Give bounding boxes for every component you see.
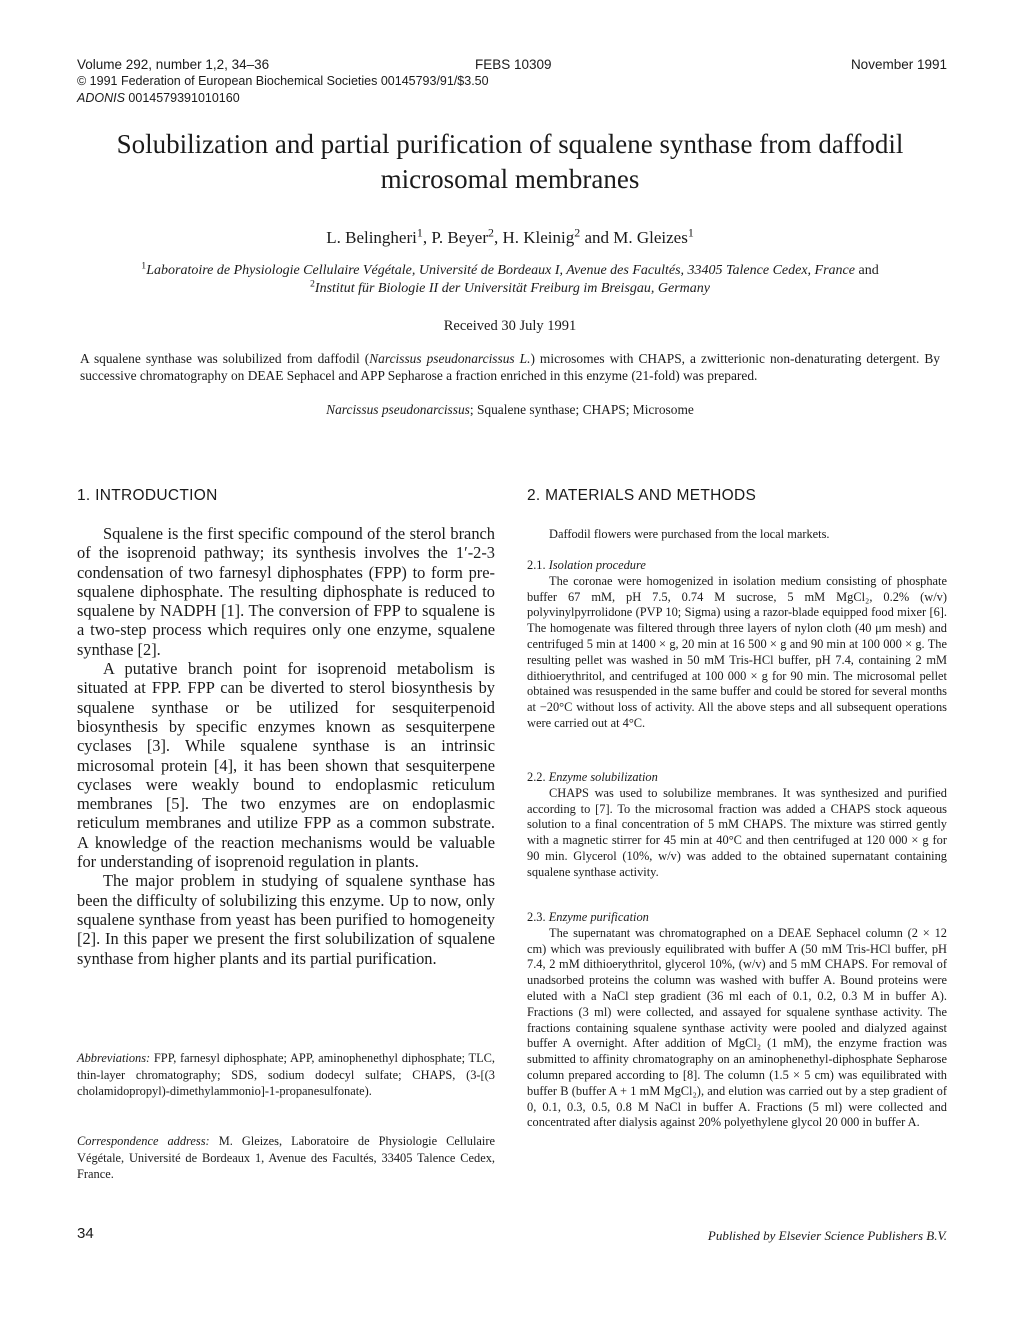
footnote-label: Abbreviations:: [77, 1051, 151, 1065]
author-name: H. Kleinig: [502, 228, 575, 247]
introduction-heading: 1. INTRODUCTION: [77, 487, 218, 504]
affiliation-marker: 2: [488, 225, 494, 240]
paragraph: Daffodil flowers were purchased from the local markets.: [549, 527, 830, 541]
author-name: P. Beyer: [431, 228, 488, 247]
subsection-number: 2.3.: [527, 910, 546, 924]
methods-heading: 2. MATERIALS AND METHODS: [527, 487, 757, 504]
correspondence-footnote: [77, 1133, 495, 1183]
section-2-3: [527, 910, 947, 1131]
affiliation-marker: 2: [574, 225, 581, 240]
affiliation-marker: 2: [310, 278, 315, 290]
affiliations: [70, 262, 950, 298]
adonis-number: 0014579391010160: [128, 91, 240, 105]
subsection-heading: [527, 770, 947, 786]
paragraph: Squalene is the first specific compound of the sterol branch of the isoprenoid pathway; its synthesis involves the 1′-2-3 condensation of two farnesyl diphosphates (FPP) to form pre-squalene diphosphate. The resulting diphosphate is reduced to squalene by NADPH [1]. The conversion of FPP to squalene is a two-step process which requires only one enzyme, squalene synthase [2].: [77, 524, 495, 659]
keyword-species: Narcissus pseudonarcissus: [326, 402, 470, 417]
febs-number: FEBS 10309: [475, 57, 552, 72]
subsection-number: 2.1.: [527, 558, 546, 572]
section-2-1: [527, 558, 947, 732]
affiliation-marker: 1: [416, 225, 423, 240]
abbreviations-footnote: [77, 1050, 495, 1100]
affiliation-marker: 1: [141, 260, 147, 272]
adonis-line: [77, 90, 240, 107]
section-2-2: [527, 770, 947, 881]
article-title: Solubilization and partial purification of squalene synthase from daffodil microsomal membranes: [116, 129, 904, 194]
affiliation-marker: 1: [687, 225, 694, 240]
subsection-title: Enzyme solubilization: [548, 770, 658, 784]
footnote-text: M. Gleizes, Laboratoire de Physiologie Cellulaire Végétale, Université de Bordeaux 1, Avenue des Facultés, 33405 Talence Cedex, France.: [77, 1134, 495, 1181]
footnote-text: FPP, farnesyl diphosphate; APP, aminophenethyl diphosphate; TLC, thin-layer chromatography; SDS, sodium dodecyl sulfate; CHAPS, (3-[(3 cholamidopropyl)-dimethylammonio]-1-propanesulfonate).: [77, 1051, 495, 1098]
publisher-line: Published by Elsevier Science Publishers B.V.: [707, 1228, 947, 1243]
subsection-number: 2.2.: [527, 770, 546, 784]
abstract: [80, 350, 940, 384]
author-conjunction: and: [584, 228, 609, 247]
introduction-body: [77, 524, 495, 968]
issue-date: November 1991: [850, 57, 947, 72]
paragraph: The supernatant was chromatographed on a DEAE Sephacel column (2 × 12 cm) which was previously equilibrated with buffer A (50 mM Tris-HCl buffer, pH 7.4, 2 mM dithioerythritol, glycerol 10%, (w/v) and 5 mM CHAPS. For removal of unadsorbed proteins the column was washed with buffer A. Bound proteins were eluted with a NaCl step gradient (36 ml each of 0.1, 0.2, 0.3 M in buffer A). Fractions (3 ml) were collected, and assayed for squalene synthase activity. The fractions containing squalene synthase activity were pooled and dialyzed against buffer A overnight. After addition of MgCl₂ (1 mM), the enzyme fraction was submitted to affinity chromatography on an aminophenethyl-diphosphate Sepharose column prepared according to [8]. The column (1.5 × 5 cm) was equilibrated with buffer B (buffer A + 1 mM MgCl₂), and elution was carried out by a step gradient of 0, 0.1, 0.3, 0.5, 0.8 M NaCl in buffer A. Fractions (5 ml) were collected and concentrated after dialysis against 20% polyethylene glycol 20 000 in buffer A.: [527, 925, 947, 1130]
author-name: M. Gleizes: [613, 228, 688, 247]
paragraph: The major problem in studying of squalene synthase has been the difficulty of solubilizing this enzyme. Up to now, only squalene synthase from yeast has been purified to homogeneity [2]. In this paper we present the first solubilization of squalene synthase from higher plants and its partial purification.: [77, 871, 495, 968]
methods-intro: [527, 527, 947, 543]
keyword-list: ; Squalene synthase; CHAPS; Microsome: [469, 402, 694, 417]
copyright-line: © 1991 Federation of European Biochemical Societies 00145793/91/$3.50: [77, 74, 489, 88]
volume-info: Volume 292, number 1,2, 34–36: [77, 57, 270, 72]
paragraph: A putative branch point for isoprenoid metabolism is situated at FPP. FPP can be diverted to sterol biosynthesis by squalene synthase or be utilized for sesquiterpenoid biosynthesis by specific enzymes known as sesquiterpene cyclases [3]. While squalene synthase is an intrinsic microsomal protein [4], it has been shown that sesquiterpene cyclases were weakly bound to endoplasmic reticulum membranes [5]. The two enzymes are on endoplasmic reticulum membranes and utilize FPP as a common substrate. A knowledge of the reaction mechanisms would be valuable for understanding of isoprenoid regulation in plants.: [77, 659, 495, 872]
author-list: L. Belingheri$^1$, P. Beyer$^2$, H. Kleinig$^2$ and M. Gleizes$^1$: [326, 225, 694, 247]
footnote-label: Correspondence address:: [77, 1134, 210, 1148]
paragraph: CHAPS was used to solubilize membranes. It was synthesized and purified according to [7]. To the microsomal fraction was added a CHAPS stock aqueous solution to a final concentration of 5 mM CHAPS. The mixture was stirred gently with a magnetic stirrer for 45 min at 40°C and then centrifuged at 120 000 × g for 90 min. Glycerol (10%, w/v) was added to the obtained supernatant containing squalene synthase activity.: [527, 785, 947, 879]
affiliation-1: Laboratoire de Physiologie Cellulaire Végétale, Université de Bordeaux I, Avenue des Facultés, 33405 Talence Cedex, France: [146, 263, 855, 278]
subsection-title: Isolation procedure: [548, 558, 646, 572]
abstract-species: Narcissus pseudonarcissus L.: [369, 351, 531, 366]
subsection-title: Enzyme purification: [548, 910, 649, 924]
affiliation-2: Institut für Biologie II der Universität Freiburg im Breisgau, Germany: [314, 281, 710, 296]
received-date: Received 30 July 1991: [443, 318, 577, 334]
subsection-heading: [527, 910, 947, 926]
abstract-text: A squalene synthase was solubilized from daffodil (: [80, 351, 370, 366]
subsection-heading: [527, 558, 947, 574]
paragraph: The coronae were homogenized in isolation medium consisting of phosphate buffer 67 mM, pH 7.5, 0.74 M sucrose, 5 mM MgCl₂, 0.2% (w/v) polyvinylpyrrolidone (PVP 10; Sigma) using a razor-blade equipped food mixer [6]. The homogenate was filtered through three layers of nylon cloth (40 μm mesh) and centrifuged 5 min at 1400 × g, 20 min at 16 500 × g and 90 min at 100 000 × g. The resulting pellet was washed in 50 mM Tris-HCl buffer, pH 7.4, containing 2 mM dithioerythritol, and centrifuged at 100 000 × g for 90 min. The microsomal pellet obtained was resuspended in the same buffer and could be stored for several months at −20°C without loss of activity. All the above steps and all subsequent operations were carried out at 4°C.: [527, 573, 947, 730]
abstract-text: ) microsomes with CHAPS, a zwitterionic non-denaturating detergent. By successive chromatography on DEAE Sephacel and APP Sepharose a fraction enriched in this enzyme (21-fold) was prepared.: [80, 351, 941, 383]
affiliation-conjunction: and: [858, 263, 879, 278]
author-name: L. Belingheri: [326, 228, 417, 247]
adonis-label: ADONIS: [77, 91, 125, 105]
page-number: 34: [77, 1225, 94, 1242]
keywords: [100, 402, 920, 418]
